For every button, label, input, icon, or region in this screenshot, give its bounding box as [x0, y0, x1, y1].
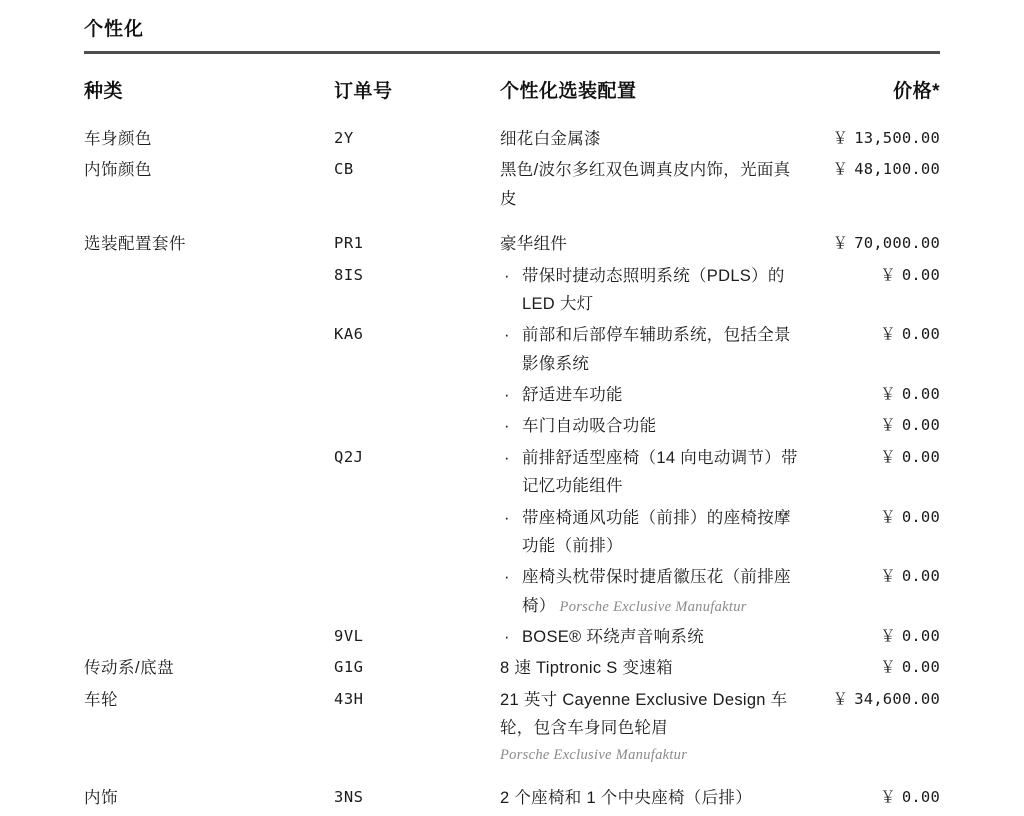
cell-config — [500, 654, 800, 685]
config-text: 黑色/波尔多红双色调真皮内饰，光面真皮 — [500, 161, 791, 208]
table-row — [84, 623, 940, 654]
cell-category — [84, 381, 334, 412]
cell-price — [800, 504, 940, 564]
config-text: 前部和后部停车辅助系统，包括全景影像系统 — [522, 326, 791, 373]
price-amount: 13,500.00 — [854, 129, 940, 147]
table-row — [84, 563, 940, 623]
config-text: 细花白金属漆 — [500, 130, 601, 148]
bullet-icon: · — [504, 508, 510, 527]
currency-symbol: ￥ — [832, 129, 849, 147]
price-amount: 70,000.00 — [854, 234, 940, 253]
bullet-icon: · — [504, 266, 510, 285]
cell-category: 车身颜色 — [84, 130, 152, 148]
column-header-config: 个性化选装配置 — [500, 81, 637, 102]
config-text: 前排舒适型座椅（14 向电动调节）带记忆功能组件 — [522, 448, 798, 496]
row-spacer-cell — [84, 216, 940, 230]
config-text: 豪华组件 — [500, 235, 568, 254]
price-amount: 0.00 — [901, 447, 940, 466]
cell-category: 内饰 — [84, 789, 118, 808]
price-amount: 0.00 — [901, 507, 940, 526]
table-row — [84, 412, 940, 443]
config-text: 舒适进车功能 — [522, 386, 623, 404]
currency-symbol: ￥ — [880, 627, 896, 645]
cell-category — [84, 623, 334, 654]
config-text: 2 个座椅和 1 个中央座椅（后排） — [500, 789, 753, 808]
cell-price — [800, 563, 940, 623]
config-text: 座椅头枕带保时捷盾徽压花（前排座椅） — [522, 568, 791, 615]
currency-symbol: ￥ — [880, 507, 896, 526]
table-row — [84, 381, 940, 412]
cell-price — [800, 444, 940, 504]
cell-price — [800, 230, 940, 261]
cell-config — [500, 230, 800, 261]
cell-order-no: 8IS — [334, 265, 364, 284]
table-row — [84, 686, 940, 771]
table-row — [84, 156, 940, 216]
cell-price — [800, 125, 940, 156]
exclusive-manufaktur-note: Porsche Exclusive Manufaktur — [555, 598, 747, 615]
price-amount: 0.00 — [901, 627, 940, 645]
cell-config — [500, 156, 800, 216]
specification-table — [84, 76, 940, 816]
cell-config — [500, 784, 800, 815]
column-header-order-no: 订单号 — [334, 81, 393, 102]
table-header-row — [84, 76, 940, 125]
cell-config — [500, 623, 800, 654]
bullet-icon: · — [504, 386, 510, 404]
currency-symbol: ￥ — [832, 689, 849, 708]
cell-category — [84, 504, 334, 564]
cell-price — [800, 381, 940, 412]
table-row — [84, 444, 940, 504]
row-spacer — [84, 770, 940, 784]
cell-config — [500, 125, 800, 156]
bullet-icon: · — [504, 568, 510, 587]
cell-price — [800, 156, 940, 216]
table-body — [84, 125, 940, 816]
cell-category — [84, 563, 334, 623]
cell-category — [84, 262, 334, 322]
cell-order-no: G1G — [334, 658, 364, 677]
table-row — [84, 262, 940, 322]
table-row — [84, 230, 940, 261]
cell-config — [500, 262, 800, 322]
cell-price — [800, 784, 940, 815]
cell-order-no: 43H — [334, 689, 364, 708]
config-text: BOSE® 环绕声音响系统 — [522, 628, 704, 646]
cell-order-no — [334, 563, 500, 623]
cell-order-no — [334, 381, 500, 412]
cell-config — [500, 686, 800, 771]
price-amount: 0.00 — [901, 567, 940, 586]
cell-config — [500, 444, 800, 504]
currency-symbol: ￥ — [880, 325, 896, 344]
currency-symbol: ￥ — [832, 234, 849, 253]
table-row — [84, 784, 940, 815]
bullet-icon: · — [504, 628, 510, 646]
cell-price — [800, 412, 940, 443]
cell-order-no: 2Y — [334, 129, 354, 147]
row-spacer-cell — [84, 770, 940, 784]
currency-symbol: ￥ — [880, 265, 896, 284]
price-amount: 0.00 — [901, 416, 940, 435]
table-row — [84, 504, 940, 564]
config-text: 8 速 Tiptronic S 变速箱 — [500, 659, 673, 678]
cell-order-no: 9VL — [334, 627, 364, 645]
table-row — [84, 654, 940, 685]
price-amount: 48,100.00 — [854, 160, 940, 179]
title-divider — [84, 51, 940, 54]
price-amount: 0.00 — [901, 658, 940, 677]
cell-order-no: 3NS — [334, 788, 364, 807]
cell-category: 车轮 — [84, 690, 118, 709]
cell-order-no: KA6 — [334, 325, 364, 344]
config-text: 带座椅通风功能（前排）的座椅按摩功能（前排） — [522, 508, 791, 555]
cell-config — [500, 504, 800, 564]
cell-order-no: CB — [334, 160, 354, 179]
cell-category: 选装配置套件 — [84, 235, 186, 254]
currency-symbol: ￥ — [880, 788, 896, 807]
cell-price — [800, 262, 940, 322]
price-amount: 0.00 — [901, 788, 940, 807]
bullet-icon: · — [504, 326, 510, 345]
currency-symbol: ￥ — [880, 658, 896, 677]
currency-symbol: ￥ — [832, 160, 849, 179]
cell-category — [84, 444, 334, 504]
price-amount: 34,600.00 — [854, 689, 940, 708]
config-text: 车门自动吸合功能 — [522, 417, 657, 436]
bullet-icon: · — [504, 448, 510, 467]
cell-category — [84, 412, 334, 443]
cell-config — [500, 381, 800, 412]
table-row — [84, 125, 940, 156]
exclusive-manufaktur-note: Porsche Exclusive Manufaktur — [500, 746, 688, 763]
cell-config — [500, 321, 800, 381]
cell-category — [84, 321, 334, 381]
bullet-icon: · — [504, 417, 510, 436]
cell-price — [800, 686, 940, 771]
currency-symbol: ￥ — [880, 567, 896, 586]
config-text: 带保时捷动态照明系统（PDLS）的 LED 大灯 — [522, 266, 785, 313]
cell-category: 传动系/底盘 — [84, 659, 175, 678]
price-amount: 0.00 — [901, 325, 940, 344]
cell-config — [500, 412, 800, 443]
cell-price — [800, 623, 940, 654]
price-amount: 0.00 — [901, 385, 940, 403]
cell-price — [800, 654, 940, 685]
config-text: 21 英寸 Cayenne Exclusive Design 车轮，包含车身同色轮眉 — [500, 690, 788, 738]
row-spacer — [84, 216, 940, 230]
price-amount: 0.00 — [901, 265, 940, 284]
cell-order-no: PR1 — [334, 234, 364, 253]
column-header-price: 价格* — [893, 81, 940, 102]
cell-category: 内饰颜色 — [84, 161, 152, 180]
cell-order-no — [334, 412, 500, 443]
column-header-category: 种类 — [84, 81, 124, 102]
table-row — [84, 321, 940, 381]
cell-order-no: Q2J — [334, 447, 364, 466]
currency-symbol: ￥ — [880, 447, 896, 466]
cell-config — [500, 563, 800, 623]
cell-order-no — [334, 504, 500, 564]
currency-symbol: ￥ — [880, 416, 896, 435]
table-head — [84, 76, 940, 125]
cell-price — [800, 321, 940, 381]
page-title: 个性化 — [84, 19, 145, 40]
currency-symbol: ￥ — [880, 385, 896, 403]
